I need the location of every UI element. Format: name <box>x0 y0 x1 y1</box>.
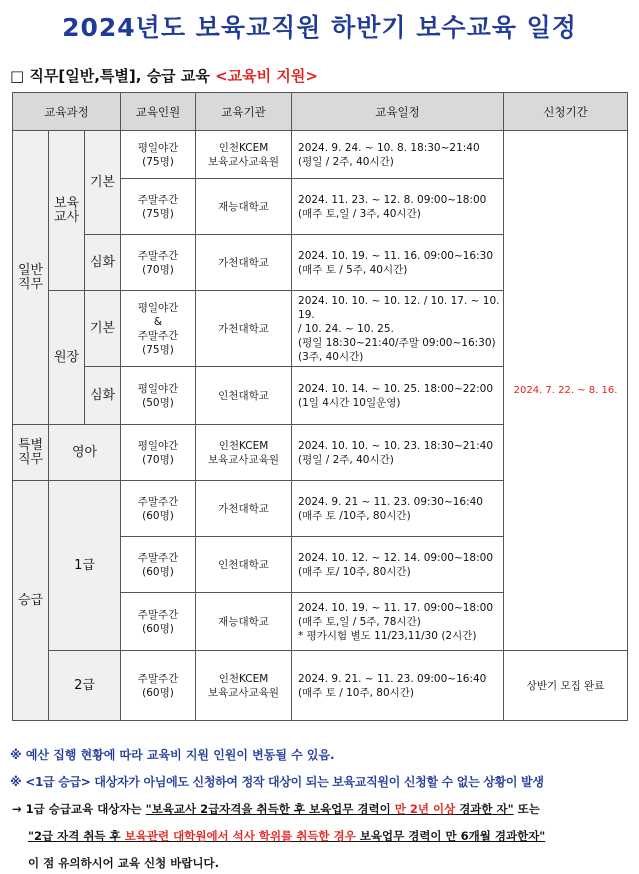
institution-cell: 재능대학교 <box>196 593 292 651</box>
people-cell: 평일야간 (75명) <box>121 131 196 179</box>
institution-cell: 인천KCEM 보육교사교육원 <box>196 651 292 721</box>
header-schedule: 교육일정 <box>292 93 504 131</box>
schedule-cell: 2024. 9. 21 ~ 11. 23. 09:30~16:40 (매주 토 /10주, 80시간) <box>292 481 504 537</box>
institution-cell: 인천KCEM 보육교사교육원 <box>196 131 292 179</box>
schedule-table <box>12 92 628 721</box>
institution-cell: 인천대학교 <box>196 367 292 425</box>
header-people: 교육인원 <box>121 93 196 131</box>
group-special: 특별 직무 <box>13 425 49 481</box>
people-cell: 주말주간 (60명) <box>121 593 196 651</box>
section-subtitle <box>10 66 318 88</box>
schedule-cell: 2024. 10. 19. ~ 11. 17. 09:00~18:00 (매주 토,일 / 5주, 78시간) * 평가시험 별도 11/23,11/30 (2시간) <box>292 593 504 651</box>
table-row <box>13 651 628 721</box>
institution-cell: 재능대학교 <box>196 179 292 235</box>
schedule-cell: 2024. 9. 21. ~ 11. 23. 09:00~16:40 (매주 토 / 10주, 80시간) <box>292 651 504 721</box>
people-cell: 주말주간 (60명) <box>121 537 196 593</box>
page-title: 2024년도 보육교직원 하반기 보수교육 일정 <box>62 13 577 42</box>
group-teacher-advanced: 심화 <box>85 235 121 291</box>
note-grade1-requirement: → 1급 승급교육 대상자는 "보육교사 2급자격을 취득한 후 보육업무 경력이 만 2년 이상 경과한 자" 또는 <box>12 802 540 816</box>
people-cell: 주말주간 (60명) <box>121 651 196 721</box>
note-closing: 이 점 유의하시어 교육 신청 바랍니다. <box>28 856 220 870</box>
institution-cell: 인천KCEM 보육교사교육원 <box>196 425 292 481</box>
table-header-row <box>13 93 628 131</box>
people-cell: 평일야간 (50명) <box>121 367 196 425</box>
people-cell: 평일야간 & 주말주간 (75명) <box>121 291 196 367</box>
group-promotion: 승급 <box>13 481 49 721</box>
application-period: 2024. 7. 22. ~ 8. 16. <box>504 131 628 651</box>
note-eligibility: ※ <1급 승급> 대상자가 아님에도 신청하여 정작 대상이 되는 보육교직원이 신청할 수 없는 상황이 발생 <box>10 775 544 789</box>
group-teacher: 보육 교사 <box>49 131 85 291</box>
group-teacher-basic: 기본 <box>85 131 121 235</box>
schedule-cell: 2024. 10. 14. ~ 10. 25. 18:00~22:00 (1일 4시간 10일운영) <box>292 367 504 425</box>
schedule-cell: 2024. 10. 12. ~ 12. 14. 09:00~18:00 (매주 토/ 10주, 80시간) <box>292 537 504 593</box>
schedule-cell: 2024. 9. 24. ~ 10. 8. 18:30~21:40 (평일 / 2주, 40시간) <box>292 131 504 179</box>
group-general: 일반 직무 <box>13 131 49 425</box>
institution-cell: 가천대학교 <box>196 291 292 367</box>
schedule-cell: 2024. 10. 19. ~ 11. 16. 09:00~16:30 (매주 토 / 5주, 40시간) <box>292 235 504 291</box>
group-director: 원장 <box>49 291 85 425</box>
note-budget: ※ 예산 집행 현황에 따라 교육비 지원 인원이 변동될 수 있음. <box>10 748 335 762</box>
institution-cell: 가천대학교 <box>196 235 292 291</box>
group-grade2: 2급 <box>49 651 121 721</box>
group-infant: 영아 <box>49 425 121 481</box>
people-cell: 주말주간 (75명) <box>121 179 196 235</box>
notes <box>10 742 635 874</box>
people-cell: 평일야간 (70명) <box>121 425 196 481</box>
checkbox-symbol: □ <box>10 67 25 85</box>
people-cell: 주말주간 (60명) <box>121 481 196 537</box>
group-director-basic: 기본 <box>85 291 121 367</box>
institution-cell: 가천대학교 <box>196 481 292 537</box>
people-cell: 주말주간 (70명) <box>121 235 196 291</box>
note-grade1-alternative: "2급 자격 취득 후 보육관련 대학원에서 석사 학위를 취득한 경우 보육업무 경력이 만 6개월 경과한자" <box>28 829 546 843</box>
schedule-cell: 2024. 11. 23. ~ 12. 8. 09:00~18:00 (매주 토,일 / 3주, 40시간) <box>292 179 504 235</box>
schedule-cell: 2024. 10. 10. ~ 10. 12. / 10. 17. ~ 10. 19. / 10. 24. ~ 10. 25. (평일 18:30~21:40/주말 09:00~16:30) (3주, 40시간) <box>292 291 504 367</box>
header-course: 교육과정 <box>13 93 121 131</box>
schedule-cell: 2024. 10. 10. ~ 10. 23. 18:30~21:40 (평일 / 2주, 40시간) <box>292 425 504 481</box>
group-director-advanced: 심화 <box>85 367 121 425</box>
application-closed: 상반기 모집 완료 <box>504 651 628 721</box>
group-grade1: 1급 <box>49 481 121 651</box>
header-period: 신청기간 <box>504 93 628 131</box>
subtitle-tag: <교육비 지원> <box>215 67 318 85</box>
institution-cell: 인천대학교 <box>196 537 292 593</box>
header-institution: 교육기관 <box>196 93 292 131</box>
subtitle-text: 직무[일반,특별], 승급 교육 <box>29 67 210 85</box>
table-row <box>13 131 628 179</box>
